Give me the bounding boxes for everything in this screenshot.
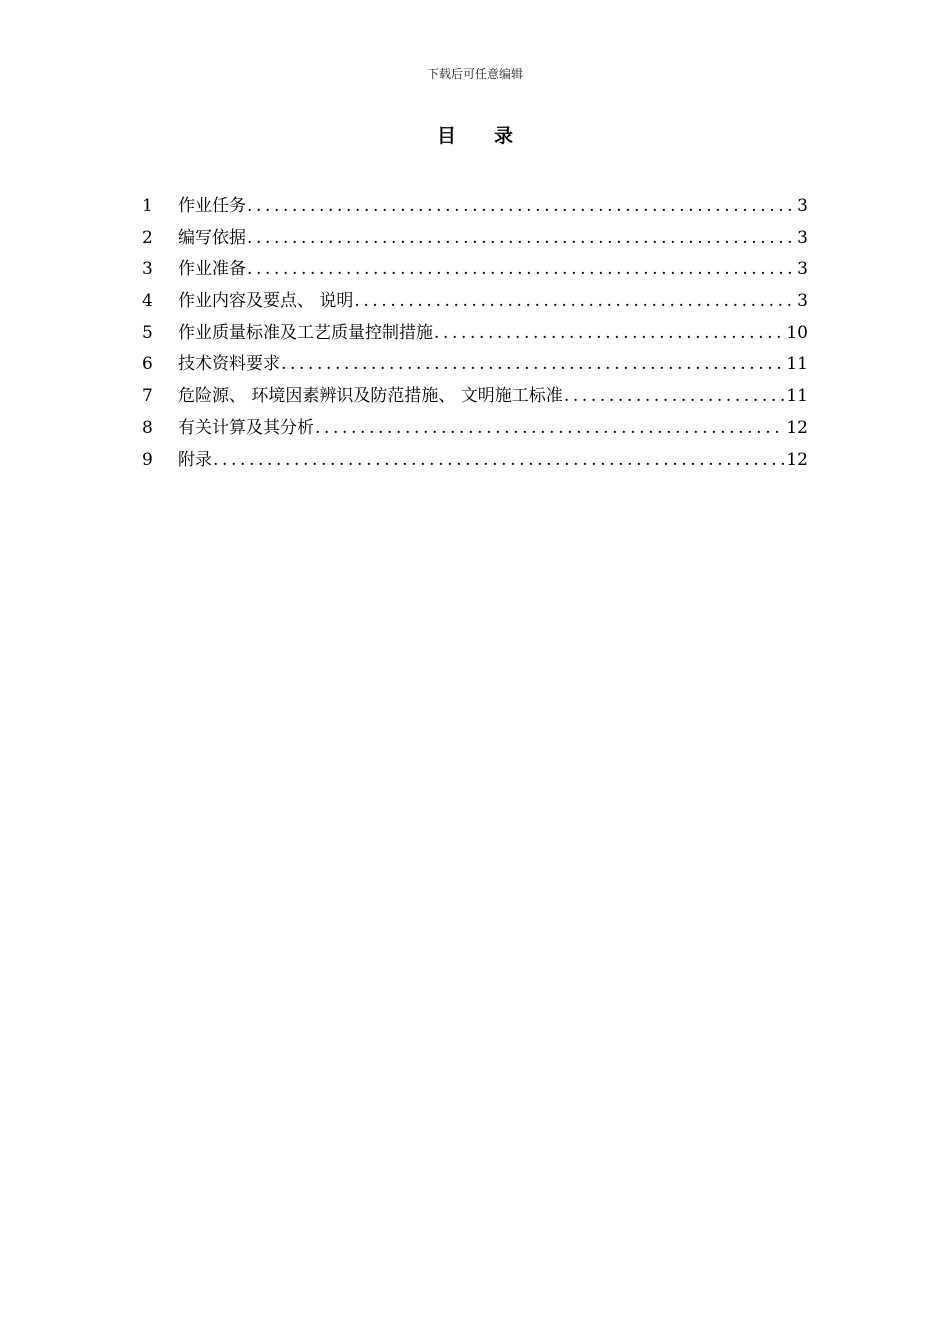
toc-entry-title[interactable]: 编写依据 [178,227,246,248]
toc-entry-number: 8 [142,417,153,438]
toc-entry-number: 9 [142,449,153,470]
toc-entry-title[interactable]: 作业质量标准及工艺质量控制措施 [178,322,433,343]
toc-entry[interactable] [142,384,808,416]
toc-title-char-2: 录 [494,125,514,147]
toc-title-char-1: 目 [436,125,456,147]
toc-entry-page: 3 [797,259,808,280]
toc-title [0,124,950,148]
toc-entry-number: 2 [142,227,153,248]
header-note: 下载后可任意编辑 [426,67,523,81]
toc-entry-page: 3 [797,291,808,312]
toc-entry-title[interactable]: 作业任务 [178,196,246,216]
toc-entry-number: 1 [142,196,153,216]
toc-entry-title[interactable]: 有关计算及其分析 [178,417,314,438]
toc-leader-dots [434,321,784,345]
toc-entry-number: 3 [142,259,153,280]
toc-entry-number: 6 [142,354,153,375]
toc-leader-dots [247,194,795,218]
toc-entry-number: 4 [142,291,153,312]
toc-entry-page: 12 [786,417,808,438]
toc-entry[interactable] [142,257,808,289]
toc-entry-page: 10 [786,322,808,343]
toc-leader-dots [213,448,784,472]
toc-entry-page: 12 [786,449,808,470]
toc-entry-title[interactable]: 作业内容及要点、 说明 [178,291,354,312]
toc-entry-number: 5 [142,322,153,343]
toc-leader-dots [564,384,785,408]
toc-entry-page: 3 [797,196,808,216]
toc-entry[interactable] [142,352,808,384]
toc-list [142,194,808,479]
toc-leader-dots [354,289,795,313]
toc-leader-dots [281,352,784,376]
toc-entry[interactable] [142,448,808,480]
toc-entry-title[interactable]: 技术资料要求 [178,354,280,375]
toc-entry-page: 11 [786,386,808,407]
toc-entry-title[interactable]: 危险源、 环境因素辨识及防范措施、 文明施工标准 [178,386,563,407]
toc-entry-title[interactable]: 作业准备 [178,259,246,280]
toc-entry[interactable] [142,416,808,448]
toc-entry[interactable] [142,194,808,226]
toc-entry-page: 3 [797,227,808,248]
toc-entry[interactable] [142,289,808,321]
toc-leader-dots [247,257,795,281]
toc-entry[interactable] [142,226,808,258]
toc-entry[interactable] [142,321,808,353]
toc-leader-dots [315,416,784,440]
toc-leader-dots [247,226,795,250]
toc-entry-page: 11 [786,354,808,375]
toc-entry-number: 7 [142,386,153,407]
toc-entry-title[interactable]: 附录 [178,449,212,470]
